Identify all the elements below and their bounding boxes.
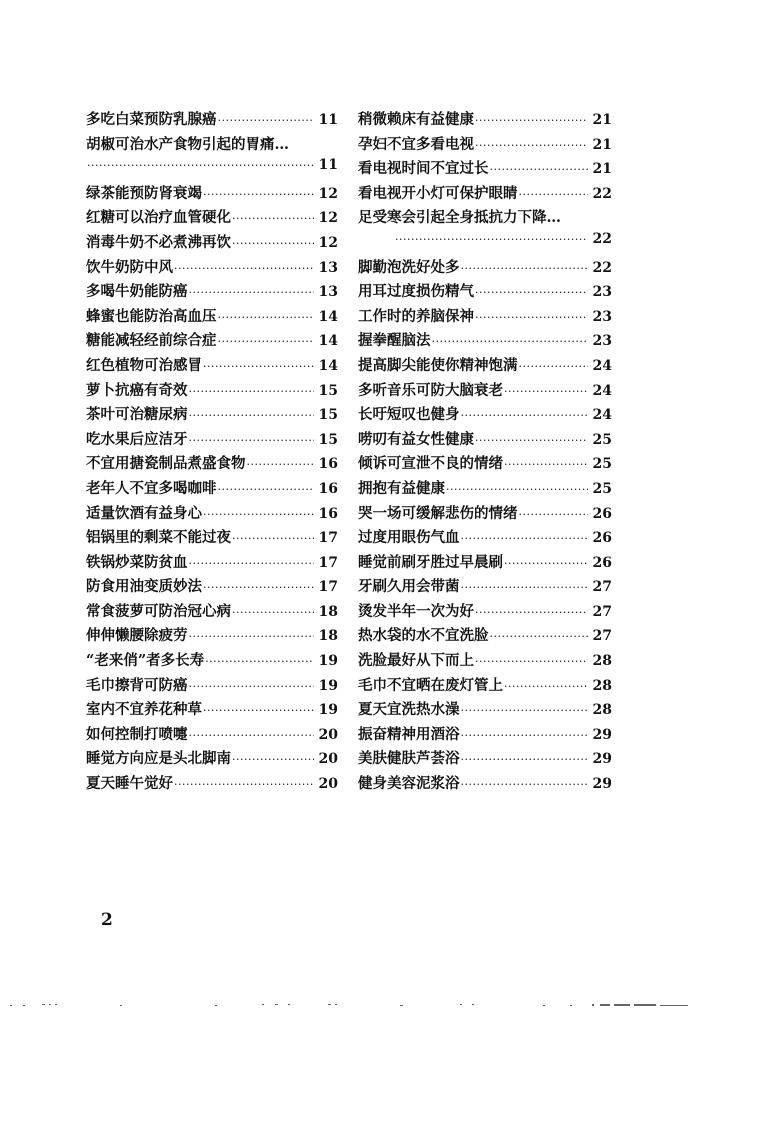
toc-entry-title: 绿茶能预防肾衰竭: [86, 184, 202, 202]
toc-entry[interactable]: [86, 108, 338, 133]
dot-leader: [475, 139, 588, 152]
dot-leader: [247, 458, 315, 471]
toc-entry[interactable]: [358, 428, 612, 453]
toc-entry-page: 21: [592, 112, 612, 128]
toc-entry-title: 多喝牛奶能防癌: [86, 283, 188, 301]
toc-entry[interactable]: [86, 305, 338, 330]
dot-leader: [490, 630, 589, 643]
toc-entry-title: 看电视时间不宜过长: [358, 160, 489, 178]
toc-entry-page: 12: [318, 234, 338, 251]
toc-entry[interactable]: [86, 428, 338, 453]
toc-entry[interactable]: [86, 747, 338, 772]
toc-entry-title: 室内不宜养花种草: [86, 701, 202, 719]
dot-leader: [475, 114, 588, 127]
toc-entry-page: 27: [592, 628, 612, 645]
toc-entry[interactable]: [358, 772, 612, 797]
toc-entry-title: 常食菠萝可防治冠心病: [86, 602, 231, 620]
toc-entry-page: 21: [592, 136, 612, 153]
dot-leader: [174, 262, 314, 275]
dot-leader: [218, 483, 315, 496]
toc-column-right: [358, 108, 612, 797]
dot-leader: [218, 114, 315, 127]
toc-entry[interactable]: [358, 575, 612, 600]
toc-entry-page: 20: [318, 726, 338, 743]
dot-leader: [504, 557, 588, 570]
dot-leader: [461, 753, 589, 766]
toc-entry-title: 糖能减轻经前综合症: [86, 332, 217, 350]
toc-entry-page: 14: [318, 308, 338, 325]
toc-entry[interactable]: [358, 649, 612, 674]
toc-entry-page: 24: [592, 382, 612, 399]
toc-entry[interactable]: [86, 231, 338, 256]
dot-leader: [475, 606, 588, 619]
toc-entry-title: 不宜用搪瓷制品煮盛食物: [86, 455, 246, 473]
dot-leader: [475, 655, 588, 668]
toc-entry[interactable]: [86, 649, 338, 674]
toc-entry-title: 睡觉方向应是头北脚南: [86, 750, 231, 768]
dot-leader: [432, 335, 589, 348]
toc-entry[interactable]: [86, 379, 338, 404]
toc-entry[interactable]: [358, 477, 612, 502]
toc-entry[interactable]: [86, 502, 338, 527]
toc-entry[interactable]: [86, 206, 338, 231]
toc-entry-page: 22: [592, 259, 612, 276]
toc-entry-page: 13: [318, 284, 338, 301]
toc-entry[interactable]: [358, 133, 612, 158]
toc-entry-page: 18: [318, 603, 338, 620]
toc-entry[interactable]: [86, 256, 338, 281]
toc-entry-title: 红糖可以治疗血管硬化: [86, 209, 231, 227]
toc-entry-title: 如何控制打喷嚏: [86, 725, 188, 743]
toc-entry[interactable]: [86, 403, 338, 428]
dot-leader: [475, 311, 588, 324]
toc-entry-title: 拥抱有益健康: [358, 479, 445, 497]
toc-entry-title: 胡椒可治水产食物引起的胃痛…: [86, 135, 289, 153]
toc-entry-title: 铁锅炒菜防贫血: [86, 553, 188, 571]
dot-leader: [189, 630, 315, 643]
toc-entry-title: 多吃白菜预防乳腺癌: [86, 111, 217, 128]
toc-entry[interactable]: [358, 280, 612, 305]
toc-entry-page: 12: [318, 185, 338, 202]
toc-entry-page: 24: [592, 407, 612, 424]
toc-entry-title: 红色植物可治感冒: [86, 356, 202, 374]
toc-entry[interactable]: [86, 624, 338, 649]
dot-leader: [203, 704, 314, 717]
toc-entry[interactable]: [86, 575, 338, 600]
toc-entry-title: 吃水果后应洁牙: [86, 430, 188, 448]
toc-entry-page: 16: [318, 505, 338, 522]
toc-entry[interactable]: [86, 280, 338, 305]
toc-entry-page: 20: [318, 751, 338, 768]
toc-entry[interactable]: [358, 182, 612, 207]
toc-entry[interactable]: [86, 600, 338, 625]
toc-entry[interactable]: [358, 674, 612, 699]
toc-entry[interactable]: [86, 723, 338, 748]
toc-column-left: [86, 108, 338, 797]
dot-leader: [475, 286, 588, 299]
toc-entry-title: 哭一场可缓解悲伤的情绪: [358, 504, 518, 522]
toc-entry[interactable]: [358, 698, 612, 723]
toc-entry[interactable]: [358, 256, 612, 281]
toc-entry-title: 毛巾擦背可防癌: [86, 676, 188, 694]
toc-entry-title: 伸伸懒腰除疲劳: [86, 627, 188, 645]
toc-entry-page: 23: [592, 333, 612, 350]
toc-entry-page: 27: [592, 603, 612, 620]
toc-entry-page: 16: [318, 456, 338, 473]
toc-entry[interactable]: [86, 329, 338, 354]
toc-entry-title: 看电视开小灯可保护眼睛: [358, 184, 518, 202]
toc-entry-page: 18: [318, 628, 338, 645]
dot-leader: [203, 581, 314, 594]
toc-entry-page: 26: [592, 530, 612, 547]
toc-entry-title: 消毒牛奶不必煮沸再饮: [86, 233, 231, 251]
scan-noise-marks: [0, 1003, 777, 1011]
dot-leader: [461, 729, 589, 742]
toc-entry[interactable]: [86, 477, 338, 502]
toc-entry[interactable]: [358, 403, 612, 428]
toc-entry-page: 29: [592, 751, 612, 768]
toc-entry-page: 26: [592, 554, 612, 571]
toc-entry[interactable]: [358, 624, 612, 649]
dot-leader: [218, 311, 315, 324]
toc-entry-title: 铝锅里的剩菜不能过夜: [86, 529, 231, 547]
toc-entry-title: 工作时的养脑保神: [358, 307, 474, 325]
toc-entry-page: 17: [318, 579, 338, 596]
toc-entry[interactable]: [86, 133, 338, 158]
toc-entry-title: 脚勤泡洗好处多: [358, 258, 460, 276]
toc-entry-page: 19: [318, 702, 338, 719]
toc-entry-page: 20: [318, 776, 338, 793]
dot-leader: [203, 508, 314, 521]
toc-entry-title: 夏天宜洗热水澡: [358, 701, 460, 719]
toc-entry-page: 25: [592, 480, 612, 497]
toc-entry[interactable]: [86, 698, 338, 723]
dot-leader: [203, 188, 314, 201]
toc-entry-page: 15: [318, 431, 338, 448]
toc-entry-page: 11: [318, 157, 338, 174]
toc-entry-page: 29: [592, 776, 612, 793]
dot-leader: [232, 237, 314, 250]
dot-leader: [189, 409, 315, 422]
dot-leader: [189, 434, 315, 447]
dot-leader: [189, 385, 315, 398]
toc-entry-title: 萝卜抗癌有奇效: [86, 381, 188, 399]
dot-leader: [461, 778, 589, 791]
page-number: 2: [101, 910, 113, 930]
toc-entry[interactable]: [358, 329, 612, 354]
dot-leader: [446, 483, 588, 496]
toc-entry-title: 适量饮酒有益身心: [86, 504, 202, 522]
toc-entry-title: 提高脚尖能使你精神饱满: [358, 356, 518, 374]
toc-entry[interactable]: [86, 452, 338, 477]
dot-leader: [174, 778, 314, 791]
toc-entry-title: 牙刷久用会带菌: [358, 578, 460, 596]
dot-leader: [232, 753, 314, 766]
toc-entry[interactable]: [358, 502, 612, 527]
dot-leader: [205, 655, 314, 668]
toc-entry-page: 14: [318, 333, 338, 350]
toc-entry[interactable]: [358, 108, 612, 133]
toc-entry-page: 16: [318, 480, 338, 497]
toc-entry-page: 17: [318, 554, 338, 571]
toc-entry-page: 23: [592, 284, 612, 301]
toc-entry-continuation[interactable]: [86, 157, 338, 182]
toc-entry[interactable]: [358, 452, 612, 477]
toc-entry[interactable]: [358, 157, 612, 182]
toc-entry-title: 热水袋的水不宜洗脸: [358, 627, 489, 645]
toc-entry-title: “老来俏”者多长寿: [86, 652, 205, 670]
dot-leader: [504, 385, 588, 398]
toc-entry-page: 11: [318, 112, 338, 128]
toc-entry-continuation[interactable]: [358, 231, 612, 256]
toc-entry-title: 防食用油变质妙法: [86, 578, 202, 596]
toc-entry-title: 孕妇不宜多看电视: [358, 135, 474, 153]
dot-leader: [461, 704, 589, 717]
toc-entry-page: 12: [318, 210, 338, 227]
toc-entry-title: 稍微赖床有益健康: [358, 111, 474, 128]
toc-entry-page: 28: [592, 653, 612, 670]
dot-leader: [232, 212, 314, 225]
toc-entry-title: 夏天睡午觉好: [86, 775, 173, 793]
toc-entry-title: 用耳过度损伤精气: [358, 283, 474, 301]
toc-entry[interactable]: [358, 526, 612, 551]
toc-entry[interactable]: [358, 305, 612, 330]
toc-entry-page: 19: [318, 653, 338, 670]
dot-leader: [87, 159, 314, 172]
toc-entry[interactable]: [86, 354, 338, 379]
dot-leader: [203, 360, 314, 373]
toc-entry-page: 25: [592, 431, 612, 448]
toc-entry[interactable]: [86, 674, 338, 699]
toc-entry-page: 14: [318, 357, 338, 374]
dot-leader: [461, 532, 589, 545]
toc-entry[interactable]: [358, 551, 612, 576]
toc-entry-title: 唠叨有益女性健康: [358, 430, 474, 448]
toc-entry[interactable]: [358, 723, 612, 748]
toc-entry-page: 19: [318, 677, 338, 694]
toc-entry-title: 蜂蜜也能防治高血压: [86, 307, 217, 325]
toc-entry[interactable]: [86, 772, 338, 797]
toc-entry-title: 洗脸最好从下而上: [358, 652, 474, 670]
toc-entry-page: 13: [318, 259, 338, 276]
toc-entry-title: 茶叶可治糖尿病: [86, 406, 188, 424]
toc-entry-title: 睡觉前刷牙胜过早晨刷: [358, 553, 503, 571]
dot-leader: [189, 680, 315, 693]
toc-entry-title: 老年人不宜多喝咖啡: [86, 479, 217, 497]
toc-entry-page: 23: [592, 308, 612, 325]
dot-leader: [519, 508, 589, 521]
toc-entry-title: 烫发半年一次为好: [358, 602, 474, 620]
toc-entry-title: 毛巾不宜晒在废灯管上: [358, 676, 503, 694]
dot-leader: [395, 233, 588, 246]
toc-entry-title: 美肤健肤芦荟浴: [358, 750, 460, 768]
dot-leader: [461, 262, 589, 275]
toc-entry-page: 24: [592, 357, 612, 374]
toc-entry-page: 17: [318, 530, 338, 547]
dot-leader: [189, 729, 315, 742]
dot-leader: [232, 532, 314, 545]
toc-entry-page: 27: [592, 579, 612, 596]
toc-entry-page: 29: [592, 726, 612, 743]
toc-entry-page: 22: [592, 230, 612, 247]
toc-entry[interactable]: [86, 551, 338, 576]
dot-leader: [461, 409, 589, 422]
toc-entry-title: 倾诉可宣泄不良的情绪: [358, 455, 503, 473]
toc-entry[interactable]: [358, 206, 612, 231]
toc-entry-page: 21: [592, 161, 612, 178]
toc-entry-page: 25: [592, 456, 612, 473]
dot-leader: [461, 581, 589, 594]
toc-entry-page: 22: [592, 185, 612, 202]
toc-entry[interactable]: [358, 747, 612, 772]
toc-entry-title: 多听音乐可防大脑衰老: [358, 381, 503, 399]
toc-entry-page: 28: [592, 702, 612, 719]
toc-entry-page: 28: [592, 677, 612, 694]
toc-entry-title: 长吁短叹也健身: [358, 406, 460, 424]
dot-leader: [232, 606, 314, 619]
toc-entry[interactable]: [358, 354, 612, 379]
toc-entry[interactable]: [358, 379, 612, 404]
dot-leader: [490, 163, 589, 176]
toc-entry[interactable]: [358, 600, 612, 625]
toc-entry-title: 握拳醒脑法: [358, 332, 431, 350]
dot-leader: [189, 557, 315, 570]
dot-leader: [475, 434, 588, 447]
dot-leader: [189, 286, 315, 299]
toc-entry-title: 足受寒会引起全身抵抗力下降…: [358, 209, 561, 227]
dot-leader: [519, 188, 589, 201]
toc-entry-title: 振奋精神用酒浴: [358, 725, 460, 743]
toc-entry-page: 26: [592, 505, 612, 522]
toc-entry[interactable]: [86, 182, 338, 207]
toc-entry-title: 过度用眼伤气血: [358, 529, 460, 547]
dot-leader: [218, 335, 315, 348]
dot-leader: [504, 680, 588, 693]
dot-leader: [519, 360, 589, 373]
toc-entry-page: 15: [318, 382, 338, 399]
toc-entry-page: 15: [318, 407, 338, 424]
dot-leader: [504, 458, 588, 471]
toc-entry[interactable]: [86, 526, 338, 551]
toc-entry-title: 饮牛奶防中风: [86, 258, 173, 276]
toc-entry-title: 健身美容泥浆浴: [358, 775, 460, 793]
